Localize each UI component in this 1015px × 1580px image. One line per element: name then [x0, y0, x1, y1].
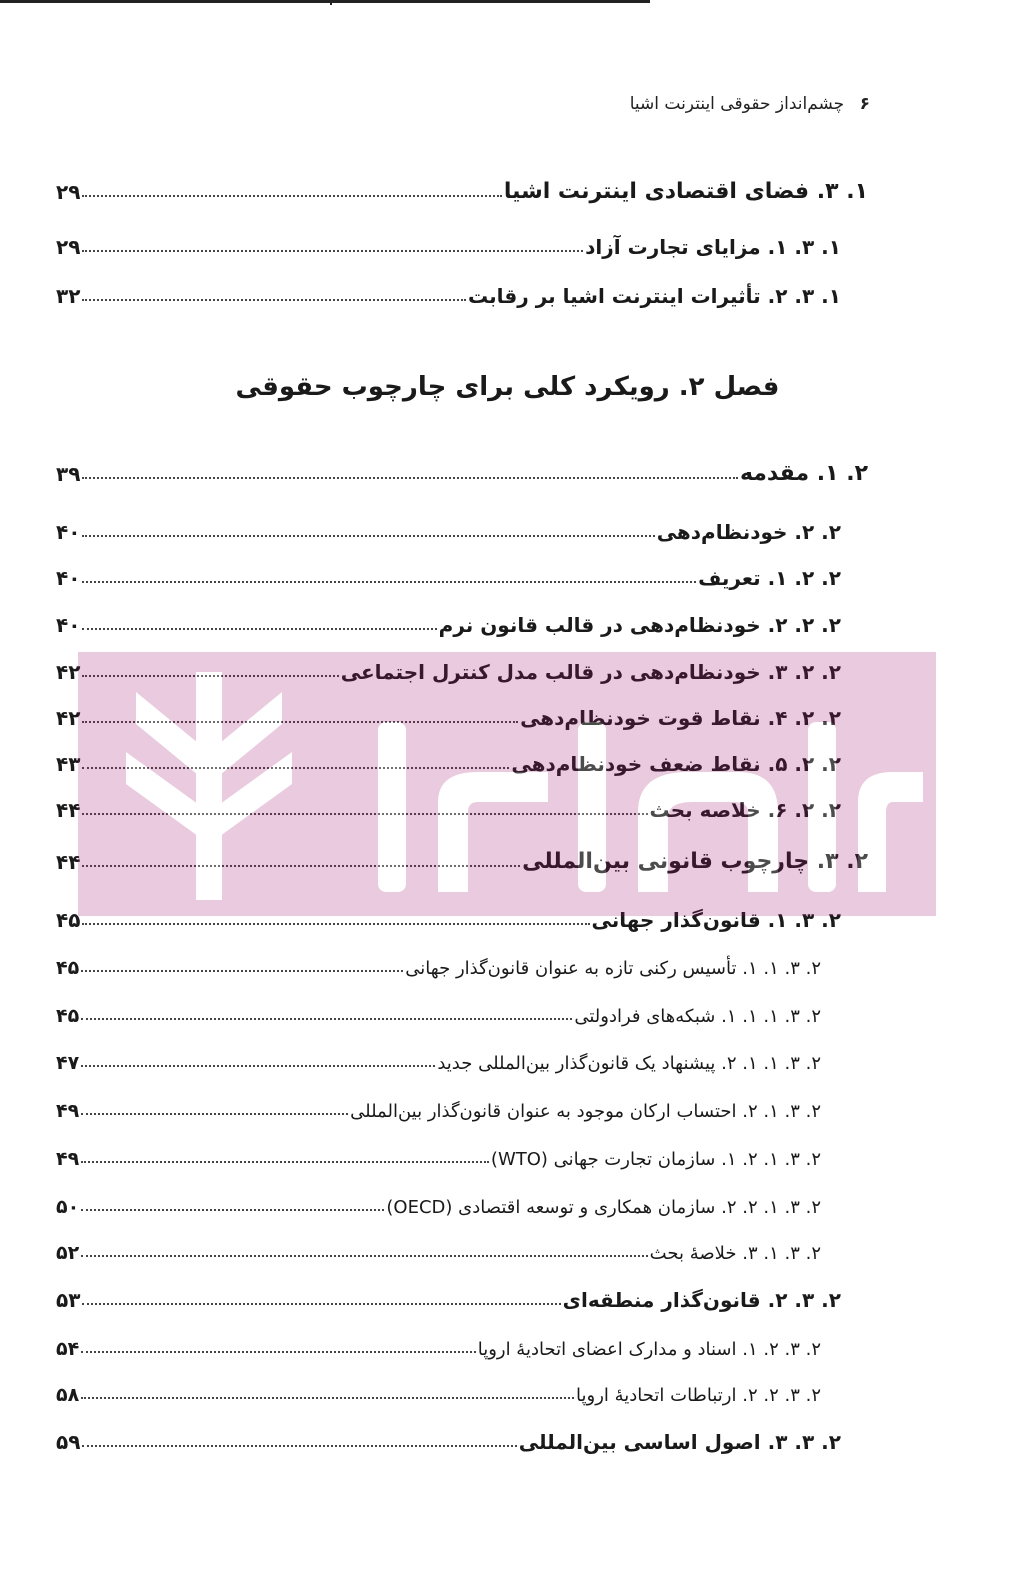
toc-dot-leader — [82, 477, 738, 479]
toc-entry-page: ۳۲ — [56, 284, 81, 308]
toc-entry-page: ۴۵ — [56, 957, 80, 979]
toc-dot-leader — [82, 195, 501, 197]
toc-dot-leader — [82, 250, 583, 252]
toc-entry — [56, 1420, 841, 1454]
toc-entry-title: ۲. ۳. ۱. ۳. خلاصهٔ بحث — [649, 1243, 821, 1264]
toc-entry — [56, 274, 841, 308]
toc-entry-title: ۲. ۳. ۲. قانون‌گذار منطقه‌ای — [562, 1288, 841, 1312]
toc-entry-page: ۴۹ — [56, 1100, 80, 1122]
toc-entry-title: ۲. ۳. ۱. قانون‌گذار جهانی — [591, 908, 841, 932]
toc-dot-leader — [82, 923, 589, 925]
toc-entry-page: ۴۲ — [56, 706, 81, 730]
toc-entry — [56, 993, 821, 1027]
toc-dot-leader — [82, 299, 466, 301]
toc-entry-page: ۲۹ — [56, 180, 81, 204]
toc-dot-leader — [82, 628, 436, 630]
toc-entry — [56, 840, 868, 874]
toc-entry-page: ۴۰ — [56, 613, 81, 637]
toc-entry-page: ۴۰ — [56, 520, 81, 544]
toc-entry — [56, 1278, 841, 1312]
toc-entry — [56, 898, 841, 932]
toc-entry-title: ۲. ۲. خودنظام‌دهی — [656, 520, 841, 544]
toc-dot-leader — [81, 1065, 435, 1067]
watermark-wordmark — [378, 722, 923, 892]
toc-entry — [56, 170, 868, 204]
toc-entry-title: ۲. ۳. ۲. ۲. ارتباطات اتحادیهٔ اروپا — [576, 1385, 821, 1406]
toc-dot-leader — [81, 1397, 574, 1399]
toc-dot-leader — [81, 1351, 476, 1353]
toc-entry-title: ۲. ۲. ۲. خودنظام‌دهی در قالب قانون نرم — [438, 613, 841, 637]
toc-entry-page: ۴۹ — [56, 1148, 80, 1170]
toc-entry-title: ۲. ۳. ۱. ۲. ۱. سازمان تجارت جهانی (WTO) — [490, 1149, 821, 1170]
toc-entry-page: ۲۹ — [56, 235, 81, 259]
toc-entry — [56, 1136, 821, 1170]
toc-entry-title: ۱. ۳. ۱. مزایای تجارت آزاد — [585, 235, 841, 259]
toc-entry-page: ۴۵ — [56, 1005, 80, 1027]
chapter-heading: فصل ۲. رویکرد کلی برای چارچوب حقوقی — [235, 372, 780, 402]
running-header — [630, 94, 870, 114]
toc-entry — [56, 742, 841, 776]
toc-dot-leader — [81, 1113, 348, 1115]
toc-entry — [56, 1184, 821, 1218]
toc-entry — [56, 603, 841, 637]
toc-entry — [56, 452, 868, 486]
toc-entry-title: ۲. ۲. ۶. خلاصه بحث — [649, 798, 841, 822]
toc-entry-title: ۲. ۱. مقدمه — [739, 461, 868, 486]
toc-dot-leader — [82, 1445, 516, 1447]
toc-entry-title: ۲. ۳. ۱. ۲. ۲. سازمان همکاری و توسعه اقتصادی (OECD) — [386, 1197, 821, 1218]
toc-entry-title: ۱. ۳. ۲. تأثیرات اینترنت اشیا بر رقابت — [467, 284, 841, 308]
toc-entry — [56, 1326, 821, 1360]
toc-entry-page: ۴۲ — [56, 660, 81, 684]
toc-entry-title: ۲. ۲. ۱. تعریف — [698, 566, 841, 590]
watermark-background — [78, 652, 936, 916]
toc-entry-title: ۲. ۲. ۴. نقاط قوت خودنظام‌دهی — [520, 706, 841, 730]
toc-entry — [56, 510, 841, 544]
toc-entry-page: ۴۳ — [56, 752, 81, 776]
toc-dot-leader — [82, 675, 338, 677]
toc-entry-title: ۲. ۳. ۱. ۱. ۲. پیشنهاد یک قانون‌گذار بین‌المللی جدید — [437, 1053, 821, 1074]
toc-entry-title: ۲. ۳. ۱. ۱. تأسیس رکنی تازه به عنوان قانون‌گذار جهانی — [405, 958, 821, 979]
top-rule-tick — [330, 0, 332, 5]
toc-entry-page: ۵۴ — [56, 1338, 80, 1360]
toc-dot-leader — [82, 535, 654, 537]
toc-entry-page: ۴۰ — [56, 566, 81, 590]
toc-entry — [56, 556, 841, 590]
toc-entry-page: ۴۵ — [56, 908, 81, 932]
book-title: چشم‌انداز حقوقی اینترنت اشیا — [629, 94, 845, 114]
toc-dot-leader — [82, 813, 647, 815]
toc-entry-title: ۲. ۲. ۵. نقاط ضعف خودنظام‌دهی — [511, 752, 841, 776]
toc-entry-page: ۵۰ — [56, 1196, 80, 1218]
toc-entry-page: ۳۹ — [56, 462, 81, 486]
toc-entry — [56, 1040, 821, 1074]
toc-entry-title: ۲. ۳. چارچوب قانونی بین‌المللی — [522, 849, 868, 874]
toc-entry-title: ۲. ۳. ۲. ۱. اسناد و مدارک اعضای اتحادیهٔ اروپا — [477, 1339, 821, 1360]
toc-dot-leader — [81, 970, 403, 972]
toc-dot-leader — [81, 1161, 489, 1163]
toc-entry — [56, 1372, 821, 1406]
toc-entry-title: ۲. ۲. ۳. خودنظام‌دهی در قالب مدل کنترل اجتماعی — [340, 660, 841, 684]
toc-dot-leader — [81, 1255, 647, 1257]
toc-dot-leader — [81, 1209, 384, 1211]
toc-entry — [56, 650, 841, 684]
toc-entry-title: ۲. ۳. ۱. ۱. ۱. شبکه‌های فرادولتی — [574, 1006, 821, 1027]
top-rule — [0, 0, 650, 3]
toc-entry-title: ۲. ۳. ۱. ۲. احتساب ارکان موجود به عنوان قانون‌گذار بین‌المللی — [350, 1101, 821, 1122]
toc-entry-page: ۵۲ — [56, 1242, 80, 1264]
toc-entry — [56, 1088, 821, 1122]
toc-entry-page: ۵۸ — [56, 1384, 80, 1406]
toc-entry-page: ۴۴ — [56, 850, 81, 874]
toc-entry — [56, 1230, 821, 1264]
toc-dot-leader — [82, 767, 509, 769]
toc-dot-leader — [82, 721, 518, 723]
watermark-logo — [78, 652, 936, 916]
toc-entry-title: ۲. ۳. ۳. اصول اساسی بین‌المللی — [518, 1430, 841, 1454]
watermark-tree-icon — [126, 672, 292, 900]
toc-entry-page: ۴۴ — [56, 798, 81, 822]
toc-entry — [56, 696, 841, 730]
toc-entry — [56, 788, 841, 822]
toc-dot-leader — [82, 1303, 560, 1305]
toc-entry-page: ۵۳ — [56, 1288, 81, 1312]
toc-entry-title: ۱. ۳. فضای اقتصادی اینترنت اشیا — [503, 179, 868, 204]
toc-entry-page: ۵۹ — [56, 1430, 81, 1454]
toc-entry — [56, 225, 841, 259]
toc-entry-page: ۴۷ — [56, 1052, 80, 1074]
toc-entry — [56, 945, 821, 979]
toc-dot-leader — [82, 865, 520, 867]
toc-dot-leader — [81, 1018, 572, 1020]
page-number: ۶ — [859, 94, 870, 114]
toc-dot-leader — [82, 581, 696, 583]
